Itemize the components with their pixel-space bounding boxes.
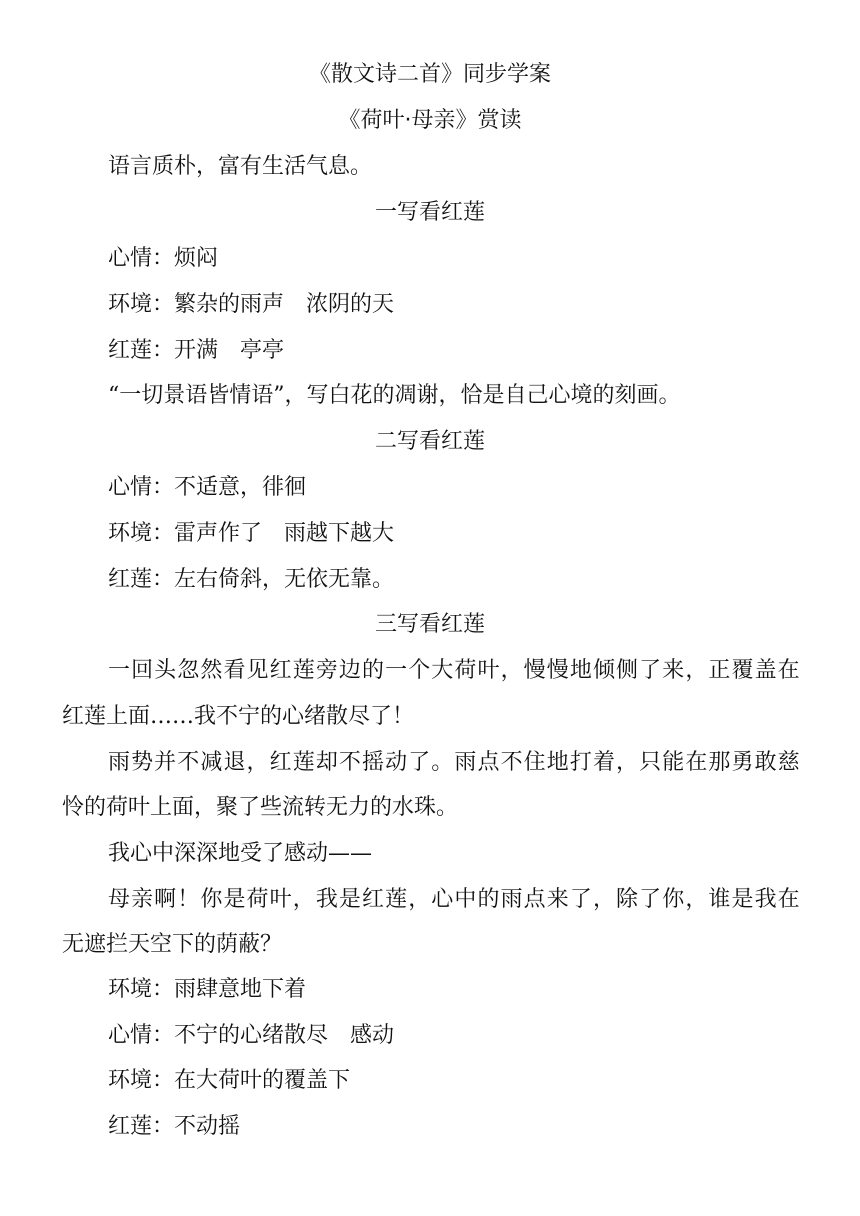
- section1-mood: 心情：烦闷: [108, 246, 219, 271]
- section3-paragraph-1-line-2: 红莲上面……我不宁的心绪散尽了！: [62, 704, 415, 729]
- section1-comment: “一切景语皆情语”，写白花的凋谢，恰是自己心境的刻画。: [108, 383, 681, 408]
- section3-paragraph-4-line-1: 母亲啊！你是荷叶，我是红莲，心中的雨点来了，除了你，谁是我在: [108, 887, 800, 912]
- section2-red-lotus: 红莲：左右倚斜，无依无靠。: [108, 567, 395, 592]
- document-title: 《散文诗二首》同步学案: [308, 62, 551, 87]
- section1-environment: 环境：繁杂的雨声 浓阴的天: [108, 292, 395, 317]
- intro-text: 语言质朴，富有生活气息。: [108, 154, 373, 179]
- section3-paragraph-3: 我心中深深地受了感动——: [108, 841, 373, 866]
- section2-environment: 环境：雷声作了 雨越下越大: [108, 521, 395, 546]
- section3-paragraph-1-line-1: 一回头忽然看见红莲旁边的一个大荷叶，慢慢地倾侧了来，正覆盖在: [108, 658, 800, 683]
- section3-paragraph-2-line-1: 雨势并不减退，红莲却不摇动了。雨点不住地打着，只能在那勇敢慈: [108, 750, 800, 775]
- section3-mood: 心情：不宁的心绪散尽 感动: [108, 1023, 395, 1048]
- section3-environment-1: 环境：雨肆意地下着: [108, 977, 307, 1002]
- section3-paragraph-4-line-2: 无遮拦天空下的荫蔽？: [62, 932, 283, 957]
- section3-environment-2: 环境：在大荷叶的覆盖下: [108, 1068, 351, 1093]
- section3-red-lotus: 红莲：不动摇: [108, 1114, 241, 1139]
- document-subtitle: 《荷叶·母亲》赏读: [338, 108, 522, 133]
- section3-paragraph-2-line-2: 怜的荷叶上面，聚了些流转无力的水珠。: [62, 795, 459, 820]
- section1-red-lotus: 红莲：开满 亭亭: [108, 338, 285, 363]
- section1-heading: 一写看红莲: [374, 200, 485, 225]
- section3-heading: 三写看红莲: [374, 612, 485, 637]
- section2-heading: 二写看红莲: [374, 429, 485, 454]
- section2-mood: 心情：不适意，徘徊: [108, 475, 307, 500]
